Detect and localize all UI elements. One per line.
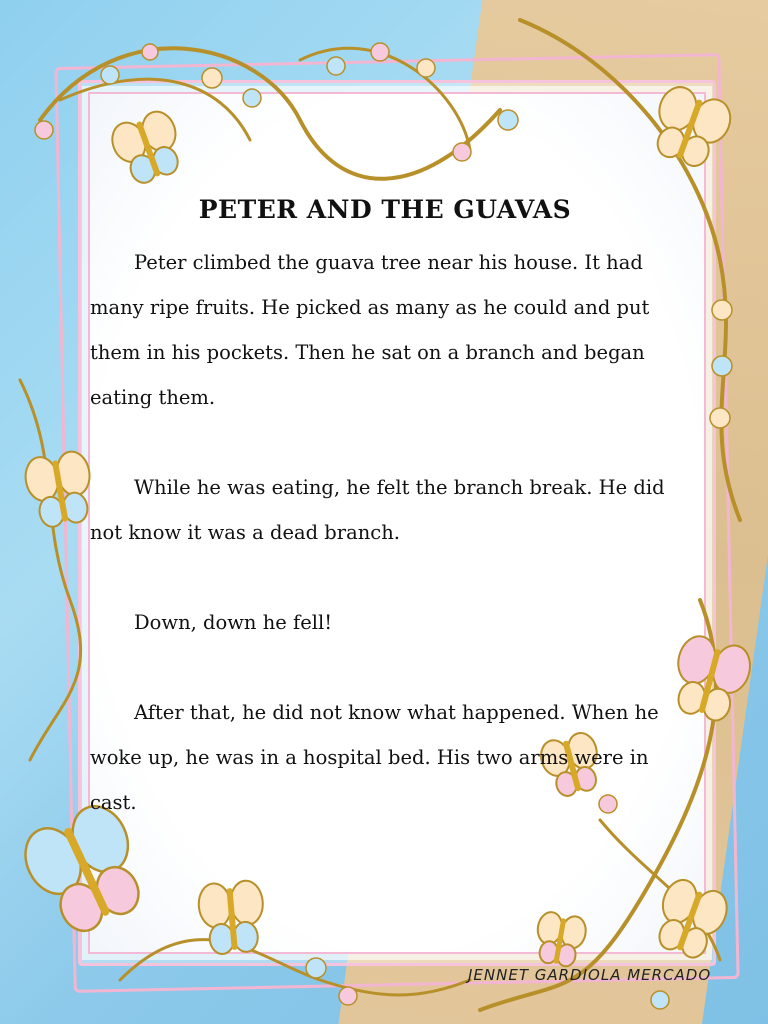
story-text-block bbox=[90, 190, 680, 870]
story-paragraph-1: Peter climbed the guava tree near his house. It had many ripe fruits. He picked as many as he could and put them in his pockets. Then he sat on a branch and began eating them. bbox=[90, 251, 650, 409]
story-title: PETER AND THE GUAVAS bbox=[198, 195, 572, 224]
story-paragraph-3: Down, down he fell! bbox=[134, 611, 333, 634]
author-signature: JENNET GARDIOLA MERCADO bbox=[468, 966, 712, 984]
story-paragraph-2: While he was eating, he felt the branch break. He did not know it was a dead branch. bbox=[90, 476, 665, 544]
story-paragraph-4: After that, he did not know what happened. When he woke up, he was in a hospital bed. His two arms were in cast. bbox=[90, 701, 659, 814]
